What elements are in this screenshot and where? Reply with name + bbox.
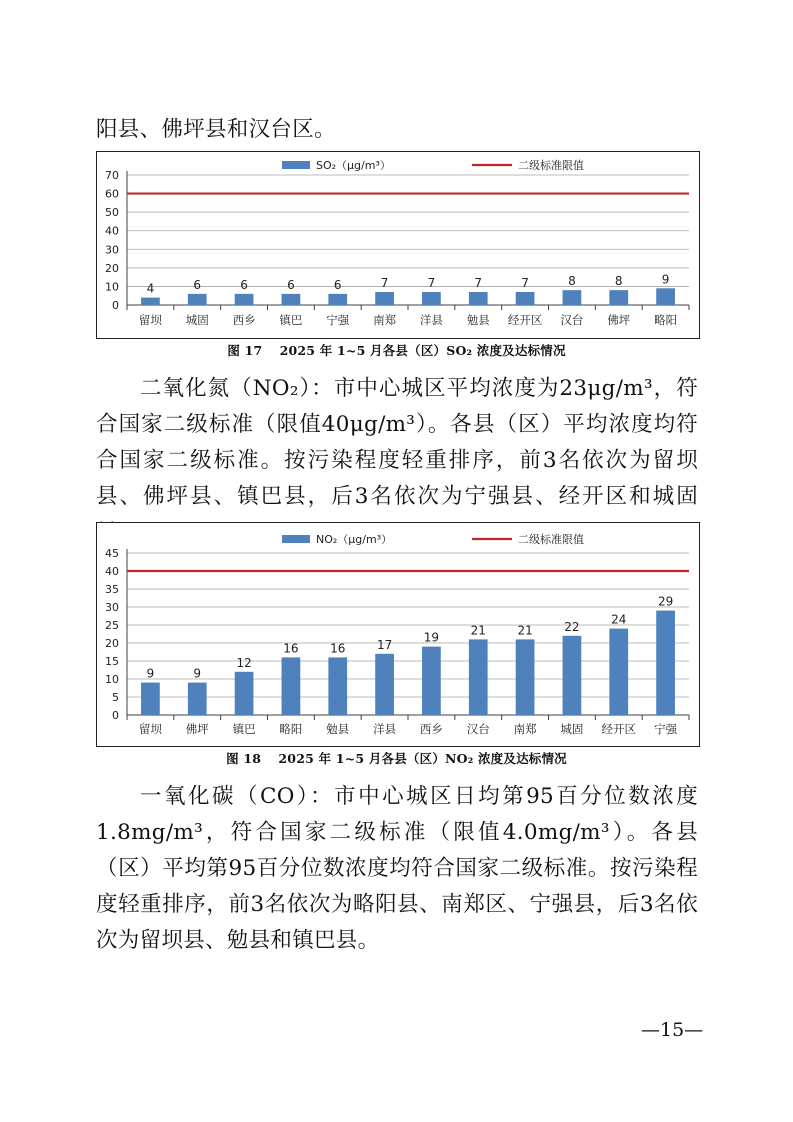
data-label: 9 [146,666,155,681]
y-tick-label: 30 [105,601,119,614]
so2-chart [96,151,700,339]
bar [235,294,254,305]
data-label: 17 [376,637,393,652]
y-tick-label: 50 [105,206,119,220]
bar [422,647,441,715]
category-label: 汉台 [560,313,584,327]
data-label: 6 [240,277,248,292]
data-label: 16 [330,641,346,656]
bar [188,683,207,715]
category-label: 西乡 [419,722,443,736]
legend-label-series: SO₂（μg/m³） [316,159,391,172]
bar [141,298,160,305]
figure-18-caption-text: 图 18 2025 年 1~5 月各县（区）NO₂ 浓度及达标情况 [226,751,567,766]
category-label: 宁强 [326,313,350,327]
category-label: 南郑 [513,722,537,736]
bar [282,294,301,305]
page-number: —15— [641,1019,704,1041]
paragraph-co: 一氧化碳（CO）：市中心城区日均第95百分位数浓度1.8mg/m³，符合国家二级标准（限值4.0mg/m³）。各县（区）平均第95百分位数浓度均符合国家二级标准。按污染程度轻重排序，前3名依次为略阳县、南郑区、宁强县，后3名依次为留坝县、勉县和镇巴县。 [96,784,698,953]
category-label: 佛坪 [185,722,209,736]
data-label: 7 [474,276,483,290]
category-label: 佛坪 [607,313,631,327]
category-label: 经开区 [601,722,636,736]
y-tick-label: 40 [105,565,119,578]
data-label: 8 [614,274,623,289]
bar [609,629,628,715]
bar [375,292,394,305]
data-label: 7 [380,276,389,290]
bar [422,292,441,305]
bar [469,639,488,715]
data-label: 6 [287,277,295,292]
bar [141,683,160,715]
y-tick-label: 0 [112,299,119,312]
paragraph-no2: 二氧化氮（NO₂）：市中心城区平均浓度为23μg/m³，符合国家二级标准（限值40μg/m³）。各县（区）平均浓度均符合国家二级标准。按污染程度轻重排序，前3名依次为留坝县、佛坪县、镇巴县，后3名依次为宁强县、经开区和城固 [96,376,698,509]
y-tick-label: 15 [105,655,119,668]
bar [609,290,628,305]
figure-17-caption-text: 图 17 2025 年 1~5 月各县（区）SO₂ 浓度及达标情况 [227,343,566,358]
bar [516,639,535,715]
y-tick-label: 5 [112,691,119,704]
category-label: 略阳 [279,722,303,736]
category-label: 宁强 [654,722,678,736]
category-label: 西乡 [232,313,256,327]
no2-chart [96,522,700,747]
figure-17-caption [0,341,793,359]
category-label: 城固 [185,313,209,327]
figure-18-caption [0,749,793,767]
y-tick-label: 30 [105,243,119,257]
y-tick-label: 20 [105,637,119,650]
legend-label-limit: 二级标准限值 [518,533,584,546]
y-tick-label: 45 [105,547,119,560]
bar [188,294,207,305]
bar [375,654,394,715]
data-label: 6 [193,277,202,292]
data-label: 9 [661,272,670,287]
bar [469,292,488,305]
category-label: 汉台 [466,722,490,736]
data-label: 8 [568,274,576,289]
data-label: 7 [521,276,529,290]
data-label: 16 [283,641,299,656]
category-label: 镇巴 [232,722,256,736]
y-tick-label: 60 [105,187,119,201]
category-label: 经开区 [507,313,543,327]
bar [235,672,254,715]
paragraph-so2-conclusion: 阳县、佛坪县和汉台区。 [96,117,336,142]
category-label: 留坝 [138,722,162,736]
data-label: 22 [564,619,580,634]
legend-label-series: NO₂（μg/m³） [316,533,393,546]
data-label: 21 [470,623,486,638]
data-label: 4 [146,281,155,296]
y-tick-label: 40 [105,224,119,238]
y-tick-label: 35 [105,583,119,596]
category-label: 南郑 [373,313,397,327]
data-label: 21 [517,623,533,638]
bar [656,611,675,715]
category-label: 洋县 [419,313,443,327]
y-tick-label: 20 [105,261,119,275]
data-label: 6 [333,277,342,292]
data-label: 9 [193,666,202,681]
category-label: 洋县 [373,722,397,736]
bar [563,636,582,715]
category-label: 镇巴 [279,313,303,327]
data-label: 7 [427,276,436,290]
legend-label-limit: 二级标准限值 [518,159,584,172]
y-tick-label: 70 [105,169,119,182]
bar [328,657,347,715]
bar [516,292,535,305]
bar [328,294,347,305]
data-label: 19 [423,630,440,645]
no2-chart-svg [97,523,699,746]
legend-swatch-bar [282,535,310,543]
data-label: 24 [611,612,627,627]
category-label: 略阳 [654,313,678,327]
category-label: 城固 [560,722,584,736]
data-label: 29 [657,594,674,609]
y-tick-label: 25 [105,619,119,632]
legend-swatch-bar [282,161,310,169]
y-tick-label: 10 [105,673,119,686]
bar [282,657,301,715]
y-tick-label: 10 [105,280,119,294]
category-label: 留坝 [138,313,162,327]
category-label: 勉县 [466,313,490,327]
bar [656,288,675,305]
category-label: 勉县 [326,722,350,736]
bar [563,290,582,305]
data-label: 12 [236,655,252,670]
so2-chart-svg [97,152,699,338]
y-tick-label: 0 [112,709,119,722]
